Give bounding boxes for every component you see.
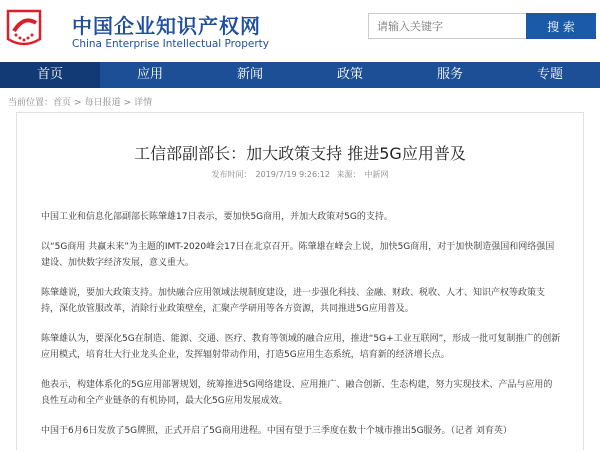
site-name[interactable]: 中国企业知识产权网 <box>72 14 261 38</box>
article-paragraph: 中国于6月6日发放了5G牌照，正式开启了5G商用进程。中国有望于三季度在数十个城市推出5G服务。（记者 刘育英） <box>41 426 512 436</box>
breadcrumb-daily-link[interactable]: 每日报道 <box>84 98 121 108</box>
nav-item-policy[interactable]: 政策 <box>336 67 363 82</box>
article-title: 工信部副部长：加大政策支持 推进5G应用普及 <box>134 144 466 163</box>
breadcrumb-separator: > <box>123 98 132 108</box>
nav-item-application[interactable]: 应用 <box>136 67 163 82</box>
publish-time: 2019/7/19 9:26:12 <box>255 170 330 179</box>
breadcrumb <box>8 95 152 108</box>
source-name: 中新网 <box>364 170 389 179</box>
article-body <box>41 209 561 453</box>
site-header <box>0 0 600 62</box>
nav-item-service[interactable]: 服务 <box>436 67 463 82</box>
breadcrumb-prefix: 当前位置： <box>8 98 54 108</box>
main-nav <box>0 62 600 88</box>
nav-item-topics[interactable]: 专题 <box>536 67 563 82</box>
source-label: 来源： <box>336 170 361 179</box>
nav-item-news[interactable]: 新闻 <box>236 67 263 82</box>
article-paragraph: 他表示，构建体系化的5G应用部署规划，统筹推进5G网络建设、应用推广、融合创新、生态构建，努力实现技术、产品与应用的良性互动和全产业链条的有机协同，最大化5G应用发展成效。 <box>41 380 553 406</box>
site-logo-icon[interactable] <box>6 9 42 49</box>
breadcrumb-home-link[interactable]: 首页 <box>53 98 72 108</box>
article-paragraph: 以“5G商用 共赢未来”为主题的IMT-2020峰会17日在北京召开。陈肇雄在峰会上说，加快5G商用，对于加快制造强国和网络强国建设、加快数字经济发展，意义重大。 <box>41 242 555 268</box>
nav-item-home[interactable]: 首页 <box>0 62 100 88</box>
search-button[interactable]: 搜 索 <box>526 13 596 39</box>
breadcrumb-current: 详情 <box>134 98 153 108</box>
search-input[interactable] <box>368 13 526 39</box>
article-meta <box>17 169 583 180</box>
publish-time-label: 发布时间： <box>211 170 252 179</box>
article-paragraph: 陈肇雄认为，要深化5G在制造、能源、交通、医疗、教育等领域的融合应用，推进“5G+工业互联网”，形成一批可复制推广的创新应用模式，培育壮大行业龙头企业，发挥辐射带动作用，打造5G应用生态系统，培育新的经济增长点。 <box>41 334 561 360</box>
site-name-en: China Enterprise Intellectual Property <box>72 38 269 50</box>
article-panel <box>16 112 584 450</box>
article-paragraph: 中国工业和信息化部副部长陈肇雄17日表示，要加快5G商用，并加大政策对5G的支持。 <box>41 212 393 222</box>
article-paragraph: 陈肇雄说，要加大政策支持。加快融合应用领域法规制度建设，进一步强化科技、金融、财政、税收、人才、知识产权等政策支持，深化放管服改革，消除行业政策壁垒，汇聚产学研用等各方资源，共同推进5G应用普及。 <box>41 288 546 314</box>
breadcrumb-separator: > <box>74 98 82 108</box>
